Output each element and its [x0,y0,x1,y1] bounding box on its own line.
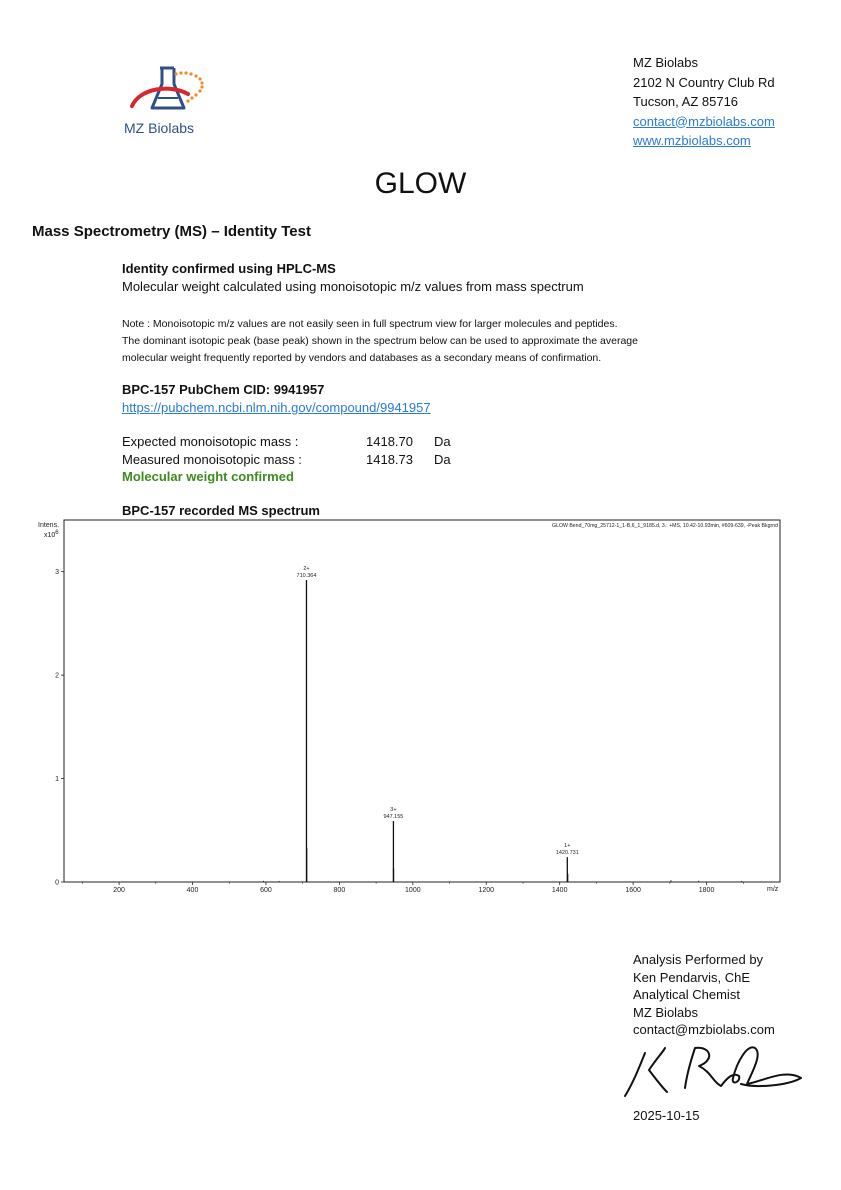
note-block [122,316,702,367]
y-tick-label: 2 [55,672,59,680]
spectrum-title: BPC-157 recorded MS spectrum [122,503,320,518]
report-date: 2025-10-15 [633,1108,700,1123]
x-tick-label: 800 [333,887,346,894]
y-axis-label: Intens. [38,522,60,529]
note-line: molecular weight frequently reported by vendors and databases as a secondary means of confirmation. [122,352,602,364]
peak-charge-label: 1+ [564,843,571,850]
x-tick-label: 200 [113,887,125,894]
confirmation-status: Molecular weight confirmed [122,469,294,484]
plot-frame [64,520,780,882]
measured-mass-unit: Da [434,452,451,467]
measured-mass-value: 1418.73 [366,452,413,467]
peak-mz-label: 1420.731 [555,850,579,857]
y-tick-label: 1 [55,776,59,784]
x-tick-label: 400 [186,887,199,894]
handwritten-signature [615,1038,815,1103]
measured-mass-label: Measured monoisotopic mass : [122,452,302,467]
y-axis-scale [44,530,59,539]
peak-charge-label: 3+ [390,806,397,813]
signoff-email: contact@mzbiolabs.com [633,1022,775,1037]
website-link[interactable]: www.mzbiolabs.com [633,133,751,148]
address-company: MZ Biolabs [633,55,699,70]
y-tick-label: 0 [55,879,59,887]
note-line: The dominant isotopic peak (base peak) shown in the spectrum below can be used to approximate the average [122,335,638,347]
identity-confirmed-heading: Identity confirmed using HPLC-MS [122,261,336,276]
x-tick-label: 1400 [551,887,568,894]
note-line: Note : Monoisotopic m/z values are not easily seen in full spectrum view for larger molecules and peptides. [122,318,618,330]
contact-email-link[interactable]: contact@mzbiolabs.com [633,113,775,129]
signoff-company: MZ Biolabs [633,1004,699,1020]
address-street: 2102 N Country Club Rd [633,74,775,90]
y-tick-label: 3 [55,569,59,577]
ms-spectrum-chart [0,516,841,900]
x-tick-label: 1000 [405,887,421,894]
signoff-line: Analysis Performed by [633,952,764,967]
x-axis-label: m/z [767,886,779,893]
analyst-name: Ken Pendarvis, ChE [633,969,751,985]
spectrum-header: GLOW Bend_70mg_25712-1_1-B,6_1_9185.d, 3.: +MS, 10.42-10.93min, #609-639, -Peak Bkgrnd [552,523,778,529]
expected-mass-value: 1418.70 [366,434,413,449]
x-tick-label: 1600 [625,887,641,894]
x-tick-label: 600 [260,887,272,894]
x-tick-label: 1200 [478,887,495,894]
peak-mz-label: 947.155 [383,813,404,820]
identity-description: Molecular weight calculated using monoisotopic m/z values from mass spectrum [122,279,584,294]
peak-mz-label: 710.364 [296,572,317,579]
analyst-title: Analytical Chemist [633,987,740,1002]
peak-charge-label: 2+ [303,565,310,572]
address-block [633,53,775,151]
logo-text: MZ Biolabs [124,120,195,136]
x-tick-label: 1800 [698,887,715,894]
compound-title: BPC-157 PubChem CID: 9941957 [122,382,325,397]
y-axis-scale-base: x10 [44,532,56,539]
expected-mass-unit: Da [434,434,451,449]
signoff-block [633,951,775,1039]
page-title: GLOW [374,167,467,200]
address-city: Tucson, AZ 85716 [633,94,739,109]
section-title: Mass Spectrometry (MS) – Identity Test [32,223,311,240]
expected-mass-label: Expected monoisotopic mass : [122,434,299,449]
pubchem-link[interactable]: https://pubchem.ncbi.nlm.nih.gov/compound/9941957 [122,400,431,415]
y-axis-scale-exp: 6 [55,530,59,536]
